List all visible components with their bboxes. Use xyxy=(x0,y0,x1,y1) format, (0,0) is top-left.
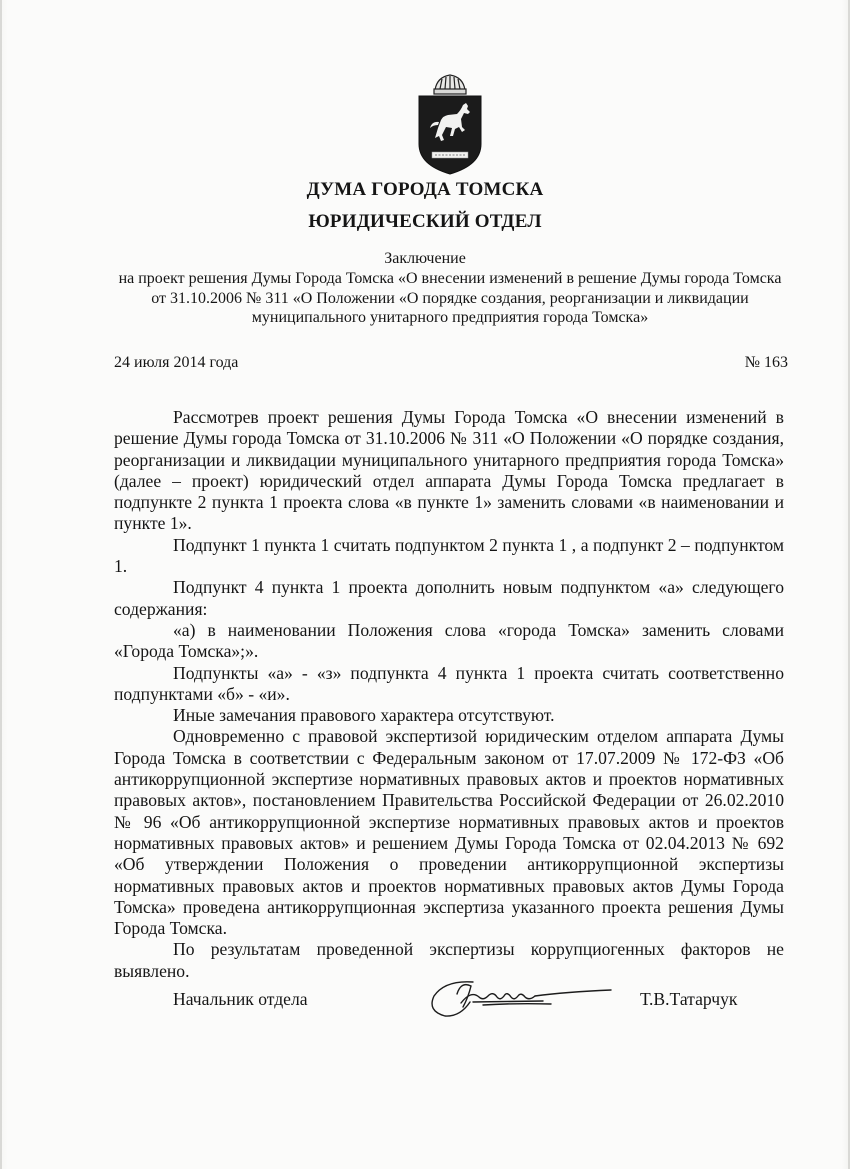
body-paragraph: Иные замечания правового характера отсутствуют. xyxy=(173,705,555,726)
document-date: 24 июля 2014 года xyxy=(114,354,239,371)
body-paragraph: Рассмотрев проект решения Думы Города Томска «О внесении изменений в решение Думы города Томска от 31.10.2006 № 311 «О Положении «О порядке создания, реорганизации и ликвидации муниципального унитарного предприятия города Томска» (далее – проект) юридический отдел аппарата Думы Города Томска предлагает в подпункте 2 пункта 1 проекта слова «в пункте 1» заменить словами «в наименовании и пункте 1». xyxy=(114,407,784,534)
document-body xyxy=(114,407,784,982)
document-subject: на проект решения Думы Города Томска «О внесении изменений в решение Думы города Томска от 31.10.2006 № 311 «О Положении «О порядке создания, реорганизации и ликвидации муниципального унитарного предприятия города Томска» xyxy=(118,270,782,326)
body-paragraph: «а) в наименовании Положения слова «города Томска» заменить словами «Города Томска»;». xyxy=(114,619,784,662)
signatory-position: Начальник отдела xyxy=(173,989,308,1009)
department-name: ЮРИДИЧЕСКИЙ ОТДЕЛ xyxy=(308,211,542,232)
document-number: № 163 xyxy=(744,354,788,371)
body-paragraph: Подпункт 4 пункта 1 проекта дополнить новым подпунктом «а» следующего содержания: xyxy=(114,577,784,619)
document-type: Заключение xyxy=(384,250,466,267)
signatory-name: Т.В.Татарчук xyxy=(640,989,738,1009)
handwritten-signature-icon xyxy=(425,978,625,1020)
body-paragraph: Подпункт 1 пункта 1 считать подпунктом 2 пункта 1 , а подпункт 2 – подпунктом 1. xyxy=(114,534,784,577)
body-paragraph: По результатам проведенной экспертизы коррупциогенных факторов не выявлено. xyxy=(114,939,784,981)
body-paragraph: Подпункты «а» - «з» подпункта 4 пункта 1 проекта считать соответственно подпунктами «б» - «и». xyxy=(114,662,784,704)
tomsk-coat-of-arms-icon xyxy=(415,72,485,180)
organization-name: ДУМА ГОРОДА ТОМСКА xyxy=(306,179,544,200)
body-paragraph: Одновременно с правовой экспертизой юридическим отделом аппарата Думы Города Томска в соответствии с Федеральным законом от 17.07.2009 № 172-ФЗ «Об антикоррупционной экспертизе нормативных правовых актов и проектов нормативных правовых актов», постановлением Правительства Российской Федерации от 26.02.2010 № 96 «Об антикоррупционной экспертизе нормативных правовых актов и проектов нормативных правовых актов» и решением Думы Города Томска от 02.04.2013 № 692 «Об утверждении Положения о проведении антикоррупционной экспертизы нормативных правовых актов и проектов нормативных правовых актов Думы Города Томска» проведена антикоррупционная экспертиза указанного проекта решения Думы Города Томска. xyxy=(114,726,784,939)
